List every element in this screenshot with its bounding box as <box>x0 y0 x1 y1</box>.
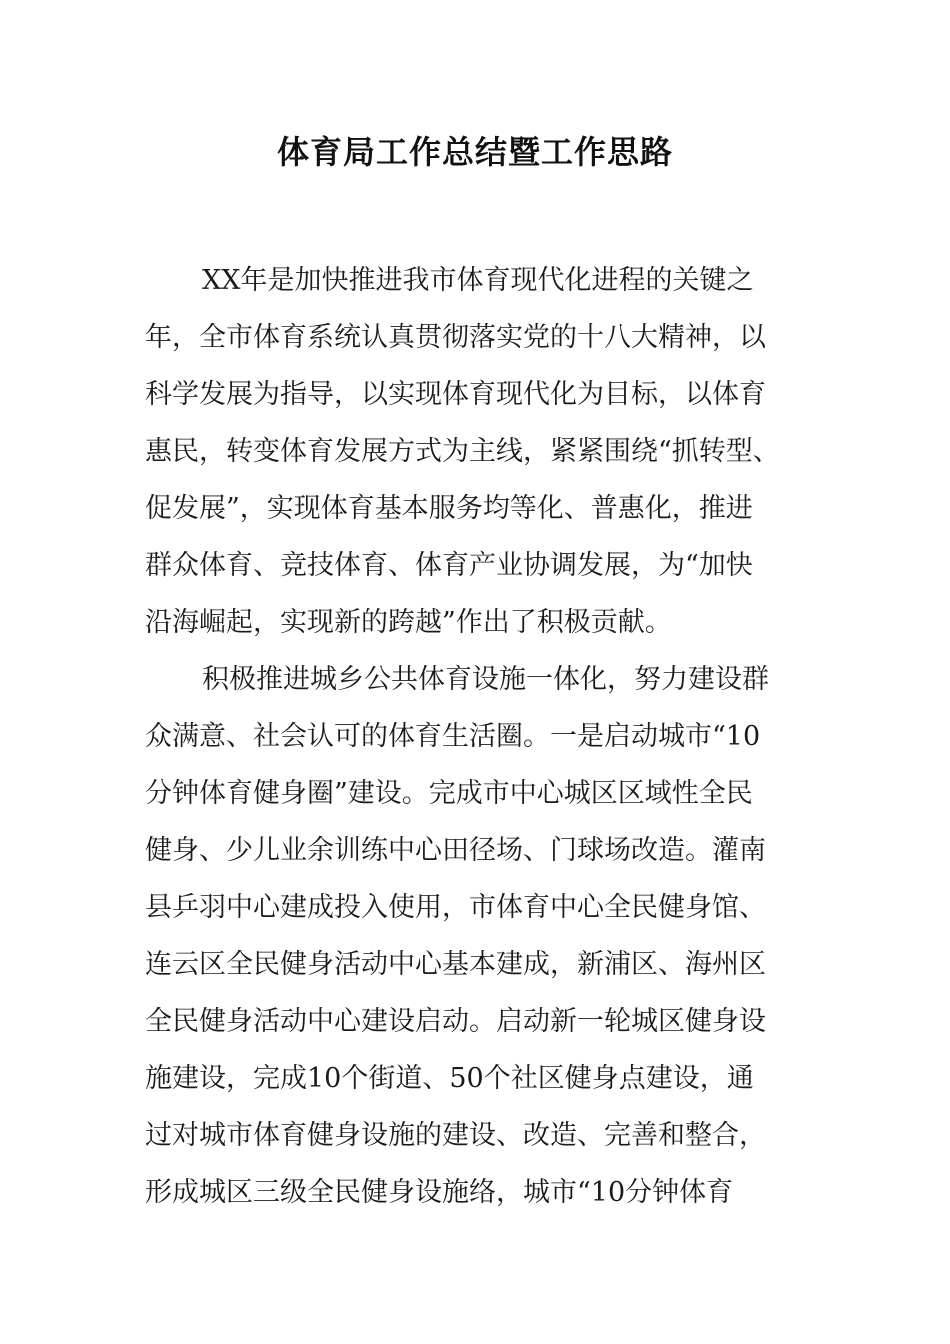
text-line: 科学发展为指导，以实现体育现代化为目标，以体育 <box>145 379 766 410</box>
text-line: XX年是加快推进我市体育现代化进程的关键之 <box>202 265 754 296</box>
text-line: 过对城市体育健身设施的建设、改造、完善和整合， <box>145 1120 766 1151</box>
text-line: 积极推进城乡公共体育设施一体化，努力建设群 <box>202 664 769 695</box>
text-line: 众满意、社会认可的体育生活圈。一是启动城市“10 <box>145 721 761 752</box>
paragraph-1 <box>145 252 810 651</box>
text-line: 形成城区三级全民健身设施络，城市“10分钟体育 <box>145 1177 734 1208</box>
text-line: 连云区全民健身活动中心基本建成，新浦区、海州区 <box>145 949 766 980</box>
text-line: 群众体育、竞技体育、体育产业协调发展，为“加快 <box>145 550 753 581</box>
document-body <box>145 252 810 1221</box>
paragraph-2 <box>145 651 810 1221</box>
text-line: 分钟体育健身圈”建设。完成市中心城区区域性全民 <box>145 778 753 809</box>
text-line: 县乒羽中心建成投入使用，市体育中心全民健身馆、 <box>145 892 766 923</box>
text-line: 惠民，转变体育发展方式为主线，紧紧围绕“抓转型、 <box>145 436 780 467</box>
text-line: 施建设，完成10个街道、50个社区健身点建设，通 <box>145 1063 754 1094</box>
text-line: 健身、少儿业余训练中心田径场、门球场改造。灌南 <box>145 835 766 866</box>
text-line: 沿海崛起，实现新的跨越”作出了积极贡献。 <box>145 607 672 638</box>
text-line: 促发展”，实现体育基本服务均等化、普惠化，推进 <box>145 493 753 524</box>
text-line: 年，全市体育系统认真贯彻落实党的十八大精神，以 <box>145 322 766 353</box>
text-line: 全民健身活动中心建设启动。启动新一轮城区健身设 <box>145 1006 766 1037</box>
document-title: 体育局工作总结暨工作思路 <box>276 133 673 171</box>
